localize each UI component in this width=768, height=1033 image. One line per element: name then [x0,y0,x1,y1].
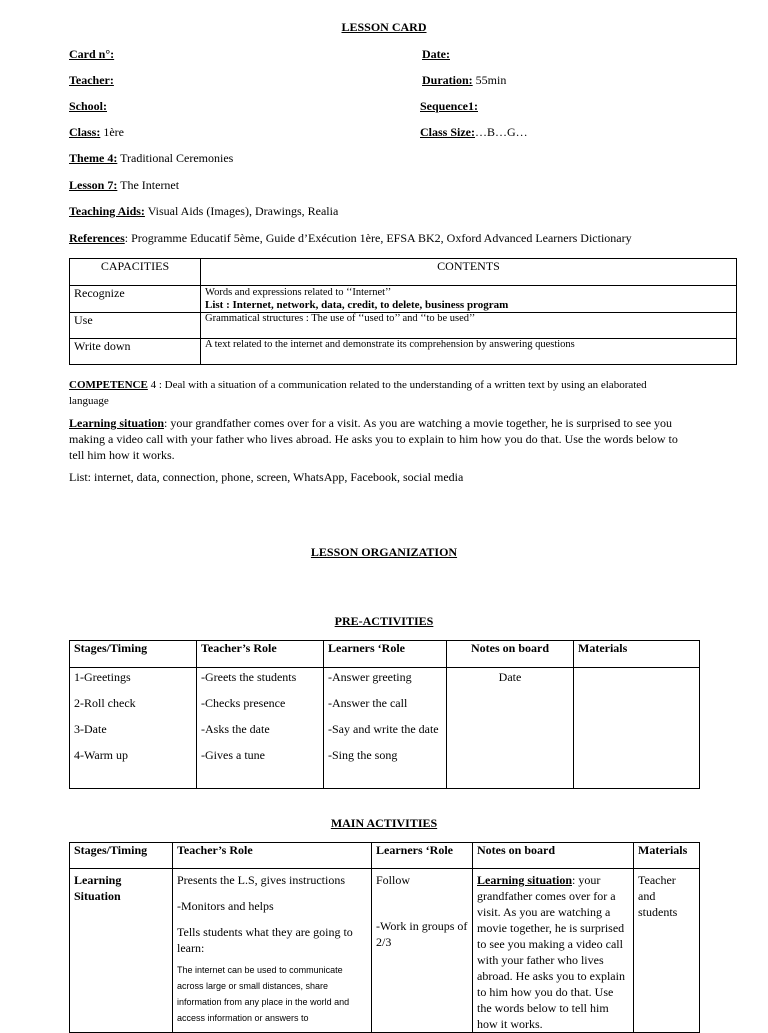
list-item: -Sing the song [328,748,398,762]
teaching-aids-value: Visual Aids (Images), Drawings, Realia [144,204,339,218]
references-field [69,231,632,246]
list-item: Presents the L.S, gives instructions [177,873,345,887]
teacher-role-header: Teacher’s Role [173,843,372,869]
capacity-cell: Use [70,313,201,339]
theme-field [69,151,233,166]
teacher-role-cell [173,869,372,1033]
notes-header: Notes on board [473,843,634,869]
class-label: Class: [69,125,101,139]
stage-cell: Learning Situation [70,869,173,1033]
stages-cell [70,668,197,789]
class-field [69,125,124,140]
notes-header: Notes on board [447,641,574,668]
capacity-cell: Recognize [70,286,201,313]
list-item: 2-Roll check [74,696,136,710]
main-activities-header-row [70,843,700,869]
date-label: Date: [422,47,450,61]
list-item: -Gives a tune [201,748,265,762]
lesson-organization-title: LESSON ORGANIZATION [310,545,458,559]
capacity-cell: Write down [70,339,201,365]
notes-cell: Date [447,668,574,789]
references-value: : Programme Educatif 5ème, Guide d’Exécution 1ère, EFSA BK2, Oxford Advanced Learners Dictionary [124,231,632,245]
materials-header: Materials [634,843,700,869]
word-list: List: internet, data, connection, phone, screen, WhatsApp, Facebook, social media [69,470,464,484]
notes-cell [473,869,634,1033]
learners-role-cell [324,668,447,789]
content-cell: Grammatical structures : The use of ‘‘used to’’ and ‘‘to be used’’ [201,313,737,339]
lesson-label: Lesson 7: [69,178,118,192]
learning-situation-label: Learning situation [69,416,165,430]
card-number-field [69,47,114,62]
content-cell [201,286,737,313]
teaching-aids-field [69,204,338,219]
capacities-header-row [70,259,737,286]
learners-role-cell [372,869,473,1033]
sequence-label: Sequence1: [420,99,478,113]
sequence-field [420,99,478,114]
stages-header: Stages/Timing [70,843,173,869]
teacher-role-cell [197,668,324,789]
table-row [70,286,737,313]
list-item: -Work in groups of 2/3 [376,919,468,949]
notes-learning-situation-label: Learning situation [477,873,573,887]
school-label: School: [69,99,108,113]
main-activities-table [69,842,700,1033]
notes-learning-situation-text: : your grandfather comes over for a visit. As you are watching a movie together, he is surprised to see you making a video call with your father who lives abroad. He asks you to explain to him how you do that. Use the words below to tell him how it works. [477,873,625,1031]
class-size-label: Class Size: [420,125,475,139]
content-text: Words and expressions related to ‘‘Internet’’ [205,287,392,298]
list-item: 3-Date [74,722,107,736]
learning-situation-paragraph [69,415,689,463]
list-item: -Monitors and helps [177,899,274,913]
list-item: -Say and write the date [328,722,439,736]
pre-activities-title: PRE-ACTIVITIES [334,614,434,628]
capacities-header: CAPACITIES [70,259,201,286]
class-size-field [420,125,528,140]
list-item: -Checks presence [201,696,286,710]
duration-value: 55min [472,73,507,87]
teacher-field [69,73,114,88]
teacher-label: Teacher: [69,73,114,87]
materials-cell [574,668,700,789]
learners-role-header: Learners ‘Role [324,641,447,668]
references-label: References [69,231,125,245]
list-item: 4-Warm up [74,748,129,762]
class-size-value: …B…G… [475,125,528,139]
school-field [69,99,107,114]
learners-role-header: Learners ‘Role [372,843,473,869]
contents-header: CONTENTS [201,259,737,286]
lesson-value: The Internet [117,178,180,192]
table-row [70,339,737,365]
main-activities-title: MAIN ACTIVITIES [330,816,438,830]
pre-activities-table [69,640,700,789]
list-item: Tells students what they are going to learn: [177,925,353,955]
list-item: -Answer greeting [328,670,412,684]
capacities-table [69,258,737,365]
table-row [70,869,700,1033]
content-list: List : Internet, network, data, credit, to delete, business program [205,299,509,311]
list-item: -Asks the date [201,722,270,736]
table-row [70,313,737,339]
teacher-note-text: The internet can be used to communicate across large or small distances, share information from any place in the world and access information or answers to [177,965,350,1023]
materials-cell: Teacher and students [634,869,700,1033]
list-item: 1-Greetings [74,670,131,684]
list-item: -Answer the call [328,696,408,710]
pre-activities-header-row [70,641,700,668]
card-number-label: Card n°: [69,47,115,61]
table-row [70,668,700,789]
duration-label: Duration: [422,73,473,87]
date-field [422,47,450,62]
competence-paragraph [69,377,689,409]
content-cell: A text related to the internet and demonstrate its comprehension by answering questions [201,339,737,365]
teacher-role-header: Teacher’s Role [197,641,324,668]
class-value: 1ère [100,125,124,139]
competence-text: 4 : Deal with a situation of a communication related to the understanding of a written text by using an elaborated language [69,379,647,407]
learning-situation-text: : your grandfather comes over for a visit. As you are watching a movie together, he is surprised to see you making a video call with your father who lives abroad. He asks you to explain to him how you do that. Use the words below to tell him how it works. [69,416,678,462]
list-item: -Greets the students [201,670,297,684]
theme-value: Traditional Ceremonies [117,151,234,165]
duration-field [422,73,506,88]
lesson-field [69,178,179,193]
page-title: LESSON CARD [341,20,427,34]
stages-header: Stages/Timing [70,641,197,668]
list-item: Follow [376,873,411,887]
materials-header: Materials [574,641,700,668]
competence-label: COMPETENCE [69,379,148,391]
teaching-aids-label: Teaching Aids: [69,204,145,218]
theme-label: Theme 4: [69,151,118,165]
